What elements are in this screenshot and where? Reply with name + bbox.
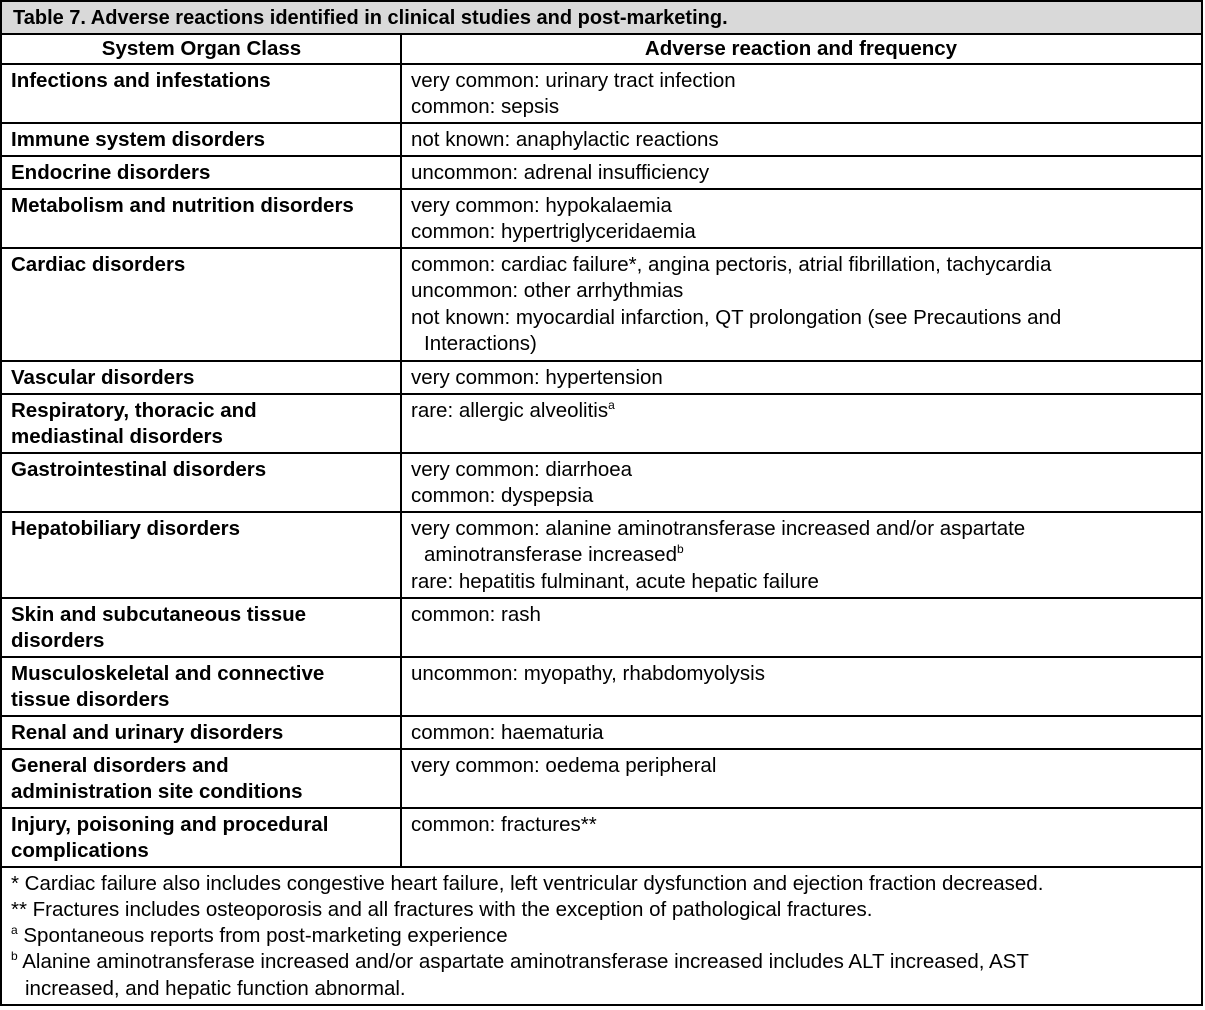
system-organ-class-text: Respiratory, thoracic and xyxy=(11,398,257,422)
adverse-reaction-cell xyxy=(402,190,1201,247)
system-organ-class-text: Immune system disorders xyxy=(11,127,266,151)
adverse-reaction-text: common: dyspepsia xyxy=(411,484,594,507)
table-row xyxy=(2,362,1201,395)
adverse-reaction-cell xyxy=(402,124,1201,155)
footnote-line: increased, and hepatic function abnormal. xyxy=(25,976,406,1000)
system-organ-class-cell xyxy=(2,362,402,393)
adverse-reaction-cell xyxy=(402,599,1201,656)
system-organ-class-cell xyxy=(2,65,402,122)
table-row xyxy=(2,395,1201,454)
system-organ-class-text: Endocrine disorders xyxy=(11,160,211,184)
system-organ-class-cell xyxy=(2,599,402,656)
table-body xyxy=(2,65,1201,868)
system-organ-class-text: Infections and infestations xyxy=(11,68,271,92)
system-organ-class-text: Musculoskeletal and connective xyxy=(11,661,325,685)
system-organ-class-cell xyxy=(2,395,402,452)
system-organ-class-text: administration site conditions xyxy=(11,780,303,803)
adverse-reaction-text: common: sepsis xyxy=(411,95,560,118)
footnote-marker: a xyxy=(608,397,615,412)
table-row xyxy=(2,717,1201,750)
table-row xyxy=(2,750,1201,809)
adverse-reaction-text: Interactions) xyxy=(424,332,537,355)
system-organ-class-cell xyxy=(2,454,402,511)
system-organ-class-text: disorders xyxy=(11,629,105,652)
adverse-reaction-text: rare: hepatitis fulminant, acute hepatic failure xyxy=(411,569,819,593)
adverse-reaction-text: very common: oedema peripheral xyxy=(411,753,717,777)
footnote-marker: a xyxy=(11,923,18,938)
system-organ-class-text: Renal and urinary disorders xyxy=(11,720,284,744)
adverse-reaction-cell xyxy=(402,750,1201,807)
system-organ-class-text: Injury, poisoning and procedural xyxy=(11,812,329,836)
adverse-reaction-text: uncommon: adrenal insufficiency xyxy=(411,160,710,184)
adverse-reaction-text: aminotransferase increased$^b$ xyxy=(424,542,684,566)
system-organ-class-text: Vascular disorders xyxy=(11,365,195,389)
system-organ-class-text: Gastrointestinal disorders xyxy=(11,457,267,481)
system-organ-class-text: Skin and subcutaneous tissue xyxy=(11,602,307,626)
adverse-reaction-text: very common: diarrhoea xyxy=(411,457,633,481)
system-organ-class-cell xyxy=(2,750,402,807)
adverse-reaction-cell xyxy=(402,809,1201,866)
system-organ-class-cell xyxy=(2,249,402,360)
system-organ-class-text: complications xyxy=(11,839,149,862)
table-row xyxy=(2,190,1201,249)
table-row xyxy=(2,513,1201,599)
header-adverse-reaction: Adverse reaction and frequency xyxy=(644,37,958,60)
adverse-reaction-text: rare: allergic alveolitis$^a$ xyxy=(411,397,615,422)
system-organ-class-cell xyxy=(2,124,402,155)
table-row xyxy=(2,599,1201,658)
adverse-reaction-text: very common: hypertension xyxy=(411,365,663,389)
adverse-reaction-text: uncommon: other arrhythmias xyxy=(411,279,684,302)
adverse-reaction-cell xyxy=(402,395,1201,452)
system-organ-class-text: Cardiac disorders xyxy=(11,252,186,276)
adverse-reaction-cell xyxy=(402,249,1201,360)
adverse-reaction-cell xyxy=(402,65,1201,122)
adverse-reaction-text: very common: hypokalaemia xyxy=(411,193,672,217)
footnotes xyxy=(2,868,1201,1004)
system-organ-class-cell xyxy=(2,717,402,748)
system-organ-class-text: mediastinal disorders xyxy=(11,425,223,448)
adverse-reaction-text: common: cardiac failure*, angina pectoris, atrial fibrillation, tachycardia xyxy=(411,252,1052,276)
table-row xyxy=(2,658,1201,717)
table-row xyxy=(2,249,1201,362)
adverse-reaction-text: common: fractures** xyxy=(411,812,597,836)
system-organ-class-text: Hepatobiliary disorders xyxy=(11,516,240,540)
adverse-reaction-cell xyxy=(402,454,1201,511)
header-row xyxy=(2,35,1201,65)
adverse-reaction-text: common: rash xyxy=(411,602,541,626)
adverse-reaction-text: very common: urinary tract infection xyxy=(411,68,736,92)
footnote-line: $^a$ Spontaneous reports from post-marketing experience xyxy=(11,923,508,948)
table-title: Table 7. Adverse reactions identified in clinical studies and post-marketing. xyxy=(2,2,1201,35)
system-organ-class-cell xyxy=(2,513,402,597)
footnote-line: * Cardiac failure also includes congestive heart failure, left ventricular dysfunction and ejection fraction decreased. xyxy=(11,871,1044,895)
table-row xyxy=(2,454,1201,513)
footnote-line: ** Fractures includes osteoporosis and all fractures with the exception of pathological fractures. xyxy=(11,897,873,921)
footnote-line: $^b$ Alanine aminotransferase increased and/or aspartate aminotransferase increased includes ALT increased, AST xyxy=(11,949,1029,974)
adverse-reaction-cell xyxy=(402,157,1201,188)
table-row xyxy=(2,65,1201,124)
system-organ-class-cell xyxy=(2,157,402,188)
table-row xyxy=(2,157,1201,190)
header-system-organ-class: System Organ Class xyxy=(2,35,402,63)
adverse-reaction-cell xyxy=(402,717,1201,748)
system-organ-class-text: Metabolism and nutrition disorders xyxy=(11,193,354,217)
adverse-reaction-text: uncommon: myopathy, rhabdomyolysis xyxy=(411,661,765,685)
adverse-reaction-cell xyxy=(402,513,1201,597)
system-organ-class-text: tissue disorders xyxy=(11,688,170,711)
footnote-marker: b xyxy=(676,542,684,556)
adverse-reaction-cell xyxy=(402,658,1201,715)
adverse-reaction-text: common: haematuria xyxy=(411,720,604,744)
adverse-reaction-text: very common: alanine aminotransferase increased and/or aspartate xyxy=(411,516,1026,540)
system-organ-class-cell xyxy=(2,809,402,866)
system-organ-class-cell xyxy=(2,190,402,247)
footnote-marker: b xyxy=(11,949,18,964)
system-organ-class-text: General disorders and xyxy=(11,753,229,777)
table-row xyxy=(2,124,1201,157)
adverse-reaction-text: common: hypertriglyceridaemia xyxy=(411,220,696,243)
system-organ-class-cell xyxy=(2,658,402,715)
table-row xyxy=(2,809,1201,868)
adverse-reaction-text: not known: myocardial infarction, QT prolongation (see Precautions and xyxy=(411,305,1062,329)
adverse-reaction-text: not known: anaphylactic reactions xyxy=(411,127,719,151)
adverse-reaction-cell xyxy=(402,362,1201,393)
